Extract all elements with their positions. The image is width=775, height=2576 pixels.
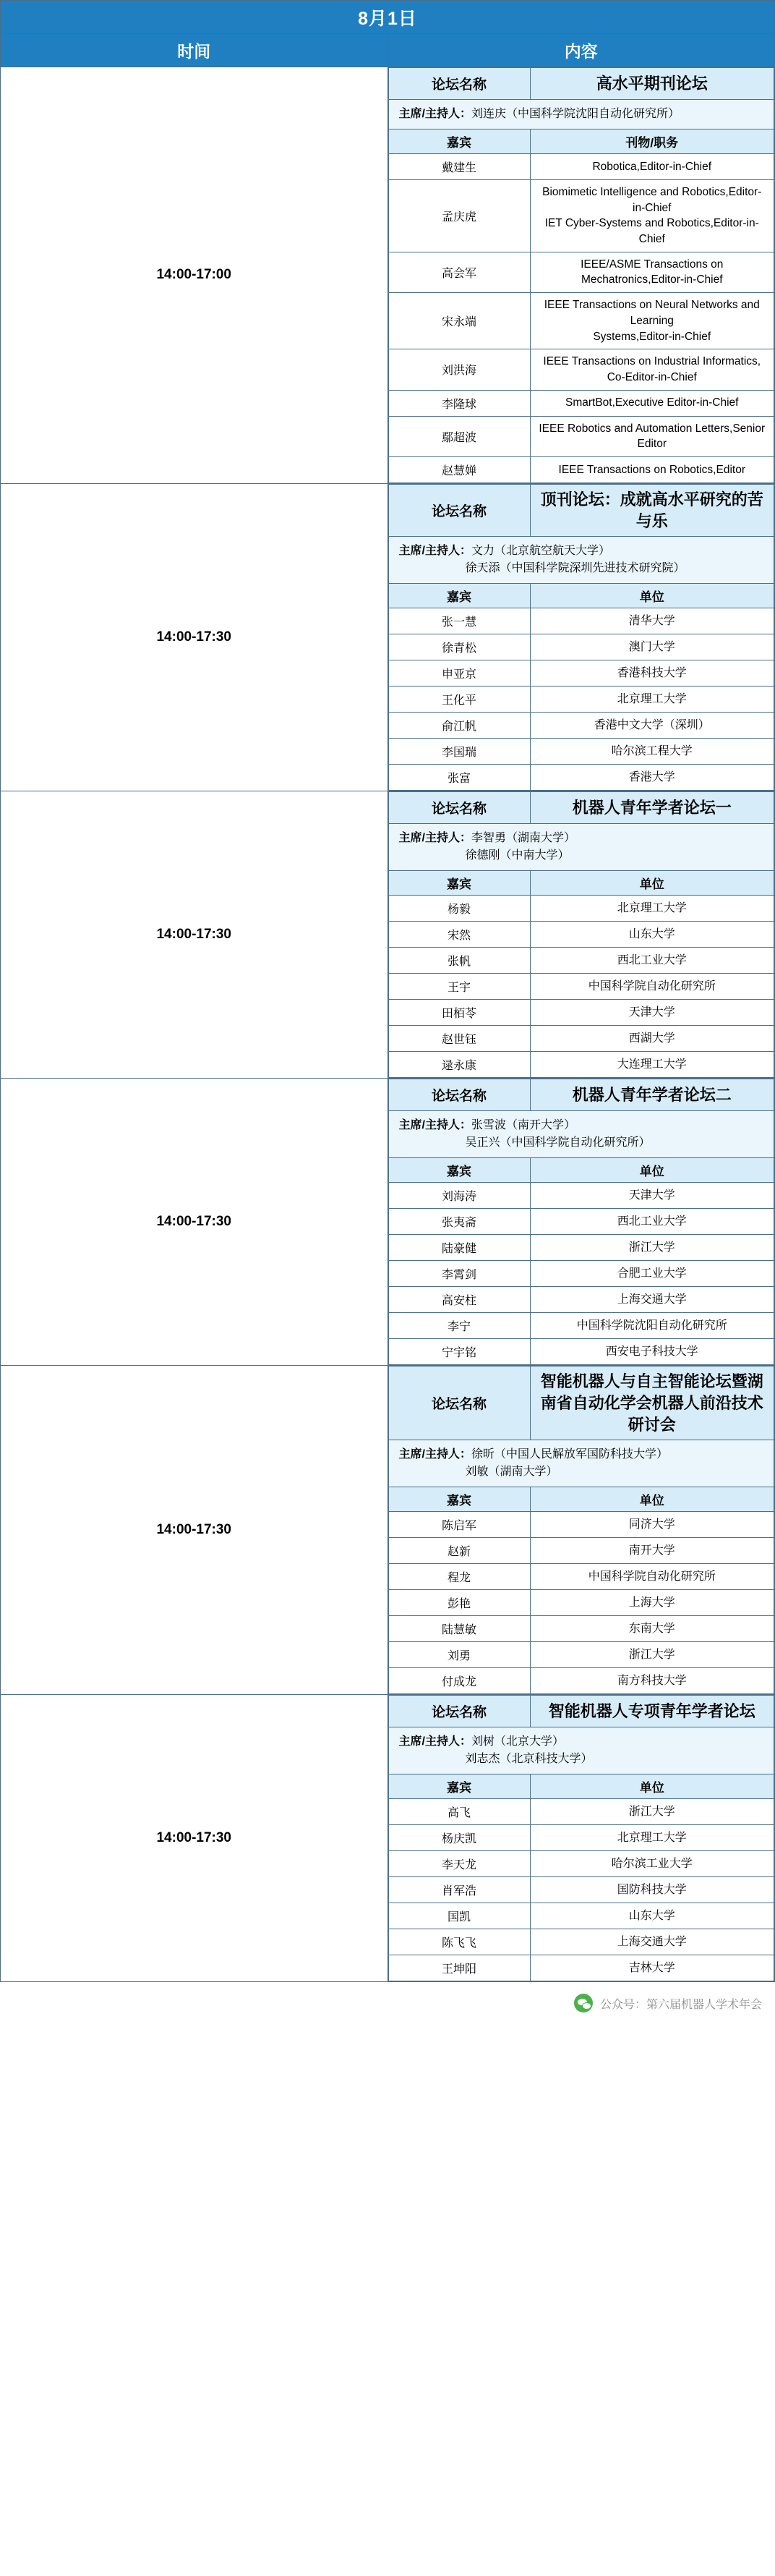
guest-name: 宁宇铭	[388, 1339, 530, 1365]
session-content	[388, 67, 775, 484]
guest-name: 王宇	[388, 974, 530, 1000]
guest-name: 逯永康	[388, 1052, 530, 1078]
chair-name: 徐天添（中国科学院深圳先进技术研究院）	[465, 562, 685, 575]
second-column-header: 刊物/职务	[530, 129, 774, 154]
guest-affiliation: 西北工业大学	[530, 948, 774, 974]
chair-name: 张雪波（南开大学）	[471, 1119, 575, 1132]
guest-affiliation: 浙江大学	[530, 1642, 774, 1668]
guest-row	[388, 1052, 774, 1078]
session-detail-table	[388, 1079, 775, 1365]
chair-cell	[388, 1440, 774, 1487]
guest-name: 李宁	[388, 1313, 530, 1339]
forum-name-label: 论坛名称	[388, 484, 530, 536]
guest-row	[388, 1313, 774, 1339]
guest-name: 申亚京	[388, 660, 530, 686]
guest-row	[388, 154, 774, 180]
footer-text: 公众号：第六届机器人学术年会	[599, 1998, 762, 2011]
second-column-header: 单位	[530, 1774, 774, 1799]
session-detail-table	[388, 791, 775, 1078]
session-content	[388, 1079, 775, 1366]
guest-affiliation: 大连理工大学	[530, 1052, 774, 1078]
forum-title: 顶刊论坛：成就高水平研究的苦与乐	[530, 484, 774, 536]
second-column-header: 单位	[530, 1487, 774, 1512]
guest-row	[388, 1209, 774, 1235]
guest-affiliation: 中国科学院沈阳自动化研究所	[530, 1313, 774, 1339]
chair-name: 刘树（北京大学）	[471, 1735, 564, 1748]
guest-affiliation: 香港大学	[530, 765, 774, 791]
guest-row	[388, 1512, 774, 1538]
guest-affiliation: 西北工业大学	[530, 1209, 774, 1235]
guest-affiliation: IEEE Robotics and Automation Letters,Senior Editor	[530, 416, 774, 456]
guest-row	[388, 1261, 774, 1287]
session-time: 14:00-17:30	[1, 1366, 388, 1695]
guest-name: 杨毅	[388, 896, 530, 922]
chair-prefix: 主席/主持人：	[398, 545, 471, 558]
guest-affiliation: 山东大学	[530, 922, 774, 948]
guest-affiliation: Biomimetic Intelligence and Robotics,Editor-in-Chief IET Cyber-Systems and Robotics,Editor-in-Chief	[530, 180, 774, 252]
guest-row	[388, 948, 774, 974]
session-content	[388, 483, 775, 791]
forum-title: 机器人青年学者论坛一	[530, 792, 774, 824]
guest-row	[388, 1642, 774, 1668]
guest-name: 肖军浩	[388, 1877, 530, 1903]
column-header-time: 时间	[1, 34, 388, 67]
second-column-header: 单位	[530, 871, 774, 896]
chair-line	[399, 1446, 764, 1463]
guest-name: 刘洪海	[388, 349, 530, 390]
session-time: 14:00-17:30	[1, 483, 388, 791]
column-header-content: 内容	[388, 34, 775, 67]
guest-row	[388, 922, 774, 948]
chair-row	[388, 100, 774, 129]
wechat-icon	[574, 1994, 593, 2012]
guest-name: 张富	[388, 765, 530, 791]
session-row	[1, 1366, 775, 1695]
session-content	[388, 1366, 775, 1695]
chair-line	[399, 830, 764, 847]
guest-column-header: 嘉宾	[388, 871, 530, 896]
guest-affiliation: 上海交通大学	[530, 1287, 774, 1313]
chair-line	[399, 1733, 764, 1751]
guest-affiliation: 北京理工大学	[530, 686, 774, 713]
chair-cell	[388, 824, 774, 871]
guest-row	[388, 1903, 774, 1929]
guest-row	[388, 1590, 774, 1616]
session-row	[1, 67, 775, 484]
guest-row	[388, 349, 774, 390]
second-column-header: 单位	[530, 584, 774, 608]
session-time: 14:00-17:30	[1, 1079, 388, 1366]
session-row	[1, 1695, 775, 1982]
guest-name: 宋然	[388, 922, 530, 948]
guest-table-header	[388, 1774, 774, 1799]
chair-cell	[388, 1727, 774, 1774]
guest-name: 赵世钰	[388, 1026, 530, 1052]
chair-name: 徐昕（中国人民解放军国防科技大学）	[471, 1448, 668, 1461]
guest-row	[388, 1287, 774, 1313]
date-header: 8月1日	[1, 1, 775, 34]
guest-name: 高飞	[388, 1799, 530, 1825]
guest-table-header	[388, 1158, 774, 1183]
guest-affiliation: IEEE Transactions on Industrial Informatics, Co-Editor-in-Chief	[530, 349, 774, 390]
guest-name: 刘海涛	[388, 1183, 530, 1209]
chair-cell	[388, 537, 774, 584]
chair-name: 刘敏（湖南大学）	[465, 1466, 558, 1479]
guest-name: 赵慧婵	[388, 456, 530, 483]
guest-row	[388, 1955, 774, 1981]
forum-title: 机器人青年学者论坛二	[530, 1079, 774, 1111]
session-content	[388, 791, 775, 1079]
guest-row	[388, 1825, 774, 1851]
chair-prefix: 主席/主持人：	[398, 1735, 471, 1748]
guest-row	[388, 1799, 774, 1825]
chair-prefix: 主席/主持人：	[398, 1119, 471, 1132]
guest-column-header: 嘉宾	[388, 584, 530, 608]
session-detail-table	[388, 67, 775, 483]
chair-prefix: 主席/主持人：	[398, 832, 471, 845]
guest-table-header	[388, 129, 774, 154]
guest-affiliation: 北京理工大学	[530, 1825, 774, 1851]
guest-affiliation: 澳门大学	[530, 634, 774, 660]
guest-row	[388, 634, 774, 660]
guest-affiliation: 北京理工大学	[530, 896, 774, 922]
chair-line	[399, 1117, 764, 1134]
guest-row	[388, 1000, 774, 1026]
guest-affiliation: IEEE/ASME Transactions on Mechatronics,Editor-in-Chief	[530, 252, 774, 292]
guest-name: 戴建生	[388, 154, 530, 180]
guest-affiliation: 上海大学	[530, 1590, 774, 1616]
guest-affiliation: 浙江大学	[530, 1799, 774, 1825]
guest-column-header: 嘉宾	[388, 1158, 530, 1183]
forum-name-label: 论坛名称	[388, 1079, 530, 1111]
guest-row	[388, 660, 774, 686]
chair-line	[399, 847, 764, 864]
guest-row	[388, 765, 774, 791]
guest-name: 杨庆凯	[388, 1825, 530, 1851]
guest-affiliation: IEEE Transactions on Robotics,Editor	[530, 456, 774, 483]
guest-affiliation: 天津大学	[530, 1183, 774, 1209]
footer-bar	[0, 1982, 775, 2024]
guest-column-header: 嘉宾	[388, 129, 530, 154]
guest-name: 赵新	[388, 1538, 530, 1564]
guest-column-header: 嘉宾	[388, 1774, 530, 1799]
guest-name: 国凯	[388, 1903, 530, 1929]
guest-affiliation: 西安电子科技大学	[530, 1339, 774, 1365]
guest-affiliation: SmartBot,Executive Editor-in-Chief	[530, 390, 774, 416]
guest-affiliation: 西湖大学	[530, 1026, 774, 1052]
guest-column-header: 嘉宾	[388, 1487, 530, 1512]
guest-affiliation: 清华大学	[530, 608, 774, 634]
session-row	[1, 791, 775, 1079]
guest-affiliation: 东南大学	[530, 1616, 774, 1642]
chair-cell	[388, 1111, 774, 1158]
guest-table-header	[388, 871, 774, 896]
guest-name: 俞江帆	[388, 713, 530, 739]
guest-table-header	[388, 1487, 774, 1512]
guest-row	[388, 974, 774, 1000]
guest-row	[388, 686, 774, 713]
guest-name: 李天龙	[388, 1851, 530, 1877]
guest-affiliation: 上海交通大学	[530, 1929, 774, 1955]
chair-line	[399, 1463, 764, 1481]
guest-name: 张帆	[388, 948, 530, 974]
chair-prefix: 主席/主持人：	[398, 108, 471, 120]
chair-row	[388, 537, 774, 584]
guest-affiliation: 哈尔滨工业大学	[530, 1851, 774, 1877]
guest-affiliation: 天津大学	[530, 1000, 774, 1026]
guest-row	[388, 252, 774, 292]
guest-row	[388, 896, 774, 922]
guest-row	[388, 293, 774, 349]
chair-row	[388, 1727, 774, 1774]
guest-affiliation: 中国科学院自动化研究所	[530, 1564, 774, 1590]
session-row	[1, 483, 775, 791]
forum-title: 高水平期刊论坛	[530, 68, 774, 100]
guest-name: 田栢苓	[388, 1000, 530, 1026]
guest-name: 王化平	[388, 686, 530, 713]
guest-name: 宋永端	[388, 293, 530, 349]
guest-row	[388, 390, 774, 416]
guest-row	[388, 1235, 774, 1261]
guest-affiliation: 香港科技大学	[530, 660, 774, 686]
guest-name: 孟庆虎	[388, 180, 530, 252]
chair-row	[388, 1111, 774, 1158]
forum-name-label: 论坛名称	[388, 68, 530, 100]
guest-row	[388, 1668, 774, 1694]
session-time: 14:00-17:30	[1, 1695, 388, 1982]
forum-name-label: 论坛名称	[388, 792, 530, 824]
guest-row	[388, 1877, 774, 1903]
chair-prefix: 主席/主持人：	[398, 1448, 471, 1461]
guest-name: 鄢超波	[388, 416, 530, 456]
chair-cell	[388, 100, 774, 129]
guest-row	[388, 1183, 774, 1209]
guest-name: 彭艳	[388, 1590, 530, 1616]
guest-table-header	[388, 584, 774, 608]
session-detail-table	[388, 484, 775, 791]
guest-row	[388, 456, 774, 483]
session-time: 14:00-17:30	[1, 791, 388, 1079]
forum-name-label: 论坛名称	[388, 1696, 530, 1727]
chair-name: 吴正兴（中国科学院自动化研究所）	[465, 1136, 651, 1149]
guest-affiliation: 香港中文大学（深圳）	[530, 713, 774, 739]
guest-name: 高会军	[388, 252, 530, 292]
guest-name: 王坤阳	[388, 1955, 530, 1981]
session-content	[388, 1695, 775, 1982]
forum-title: 智能机器人专项青年学者论坛	[530, 1696, 774, 1727]
guest-row	[388, 1538, 774, 1564]
guest-name: 张一慧	[388, 608, 530, 634]
chair-line	[399, 106, 764, 123]
guest-affiliation: Robotica,Editor-in-Chief	[530, 154, 774, 180]
guest-name: 陈启军	[388, 1512, 530, 1538]
guest-row	[388, 1851, 774, 1877]
second-column-header: 单位	[530, 1158, 774, 1183]
guest-row	[388, 1564, 774, 1590]
guest-name: 程龙	[388, 1564, 530, 1590]
guest-name: 付成龙	[388, 1668, 530, 1694]
guest-row	[388, 180, 774, 252]
guest-affiliation: 南方科技大学	[530, 1668, 774, 1694]
chair-line	[399, 1751, 764, 1768]
guest-affiliation: 中国科学院自动化研究所	[530, 974, 774, 1000]
guest-affiliation: 合肥工业大学	[530, 1261, 774, 1287]
guest-affiliation: 哈尔滨工程大学	[530, 739, 774, 765]
guest-row	[388, 1339, 774, 1365]
chair-line	[399, 560, 764, 577]
guest-row	[388, 1929, 774, 1955]
guest-row	[388, 1026, 774, 1052]
chair-line	[399, 1134, 764, 1152]
guest-row	[388, 739, 774, 765]
guest-name: 陆慧敏	[388, 1616, 530, 1642]
chair-row	[388, 824, 774, 871]
forum-title: 智能机器人与自主智能论坛暨湖南省自动化学会机器人前沿技术研讨会	[530, 1366, 774, 1440]
chair-name: 李智勇（湖南大学）	[471, 832, 575, 845]
guest-name: 陆豪健	[388, 1235, 530, 1261]
session-detail-table	[388, 1366, 775, 1694]
guest-name: 高安柱	[388, 1287, 530, 1313]
guest-name: 李隆球	[388, 390, 530, 416]
chair-name: 徐德刚（中南大学）	[465, 849, 570, 862]
guest-name: 陈飞飞	[388, 1929, 530, 1955]
guest-affiliation: 山东大学	[530, 1903, 774, 1929]
guest-row	[388, 416, 774, 456]
guest-affiliation: 国防科技大学	[530, 1877, 774, 1903]
guest-row	[388, 1616, 774, 1642]
chair-name: 刘志杰（北京科技大学）	[465, 1753, 593, 1766]
session-row	[1, 1079, 775, 1366]
guest-row	[388, 608, 774, 634]
guest-affiliation: 浙江大学	[530, 1235, 774, 1261]
guest-name: 李霄剑	[388, 1261, 530, 1287]
guest-name: 张夷斋	[388, 1209, 530, 1235]
guest-name: 李国瑞	[388, 739, 530, 765]
guest-row	[388, 713, 774, 739]
chair-line	[399, 543, 764, 560]
guest-affiliation: IEEE Transactions on Neural Networks and Learning Systems,Editor-in-Chief	[530, 293, 774, 349]
guest-affiliation: 同济大学	[530, 1512, 774, 1538]
guest-name: 刘勇	[388, 1642, 530, 1668]
forum-name-label: 论坛名称	[388, 1366, 530, 1440]
guest-affiliation: 吉林大学	[530, 1955, 774, 1981]
guest-affiliation: 南开大学	[530, 1538, 774, 1564]
session-time: 14:00-17:00	[1, 67, 388, 484]
chair-name: 刘连庆（中国科学院沈阳自动化研究所）	[471, 108, 680, 120]
session-detail-table	[388, 1695, 775, 1981]
chair-row	[388, 1440, 774, 1487]
guest-name: 徐青松	[388, 634, 530, 660]
chair-name: 文力（北京航空航天大学）	[471, 545, 610, 558]
